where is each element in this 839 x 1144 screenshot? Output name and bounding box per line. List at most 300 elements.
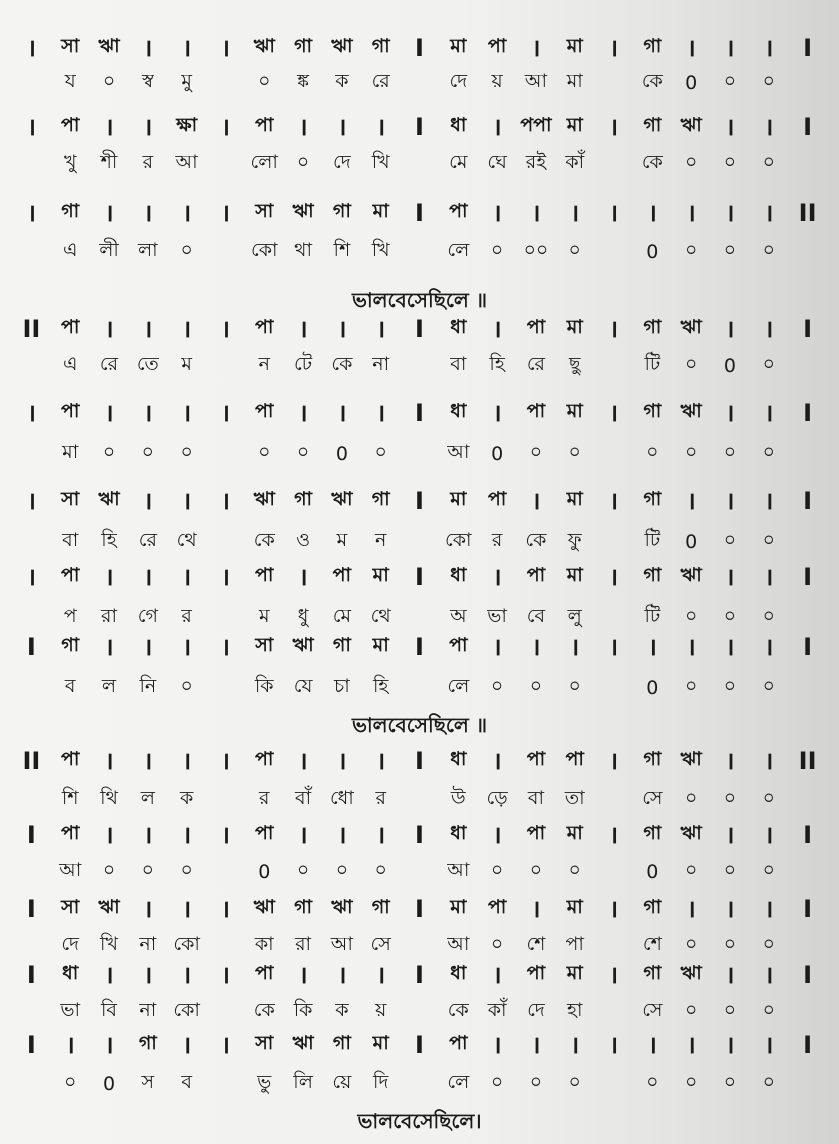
bar-separator: । xyxy=(725,633,735,661)
lyric-cell: শে xyxy=(642,933,662,955)
bar-separator: I xyxy=(415,398,424,427)
bar-separator: । xyxy=(26,399,36,427)
bar-separator: । xyxy=(608,747,619,775)
bar-separator: । xyxy=(220,315,230,343)
lyric-cell: ০ xyxy=(762,933,775,955)
lyric-cell: ০ xyxy=(684,605,698,627)
lyrics-line xyxy=(12,672,827,702)
note-cell: পা xyxy=(449,1031,468,1054)
note-cell: পা xyxy=(526,961,546,984)
note-cell: গা xyxy=(294,487,313,510)
lyric-cell: বা xyxy=(450,353,467,375)
note-cell: গা xyxy=(332,633,351,656)
lyric-cell: ০ xyxy=(568,239,581,261)
lyric-cell: ভা xyxy=(60,999,81,1021)
note-cell: ঋা xyxy=(680,399,702,422)
notes-line xyxy=(12,818,827,848)
bar-separator: । xyxy=(65,1031,75,1059)
note-cell: পা xyxy=(526,315,546,338)
lyric-cell: ০ xyxy=(723,933,737,955)
notes-line xyxy=(12,958,827,988)
lyric-cell: হি xyxy=(489,353,505,375)
lyric-cell: আ xyxy=(447,859,470,881)
lyric-cell: মা xyxy=(566,70,583,92)
bar-separator: । xyxy=(26,113,36,141)
lyric-cell: ০ xyxy=(64,1071,77,1093)
lyric-cell: ০ xyxy=(723,441,737,463)
bar-separator: । xyxy=(686,633,696,661)
lyric-cell: ০ xyxy=(102,70,116,92)
bar-separator: । xyxy=(492,563,502,591)
lyric-cell: ০ xyxy=(723,529,737,551)
bar-separator: । xyxy=(725,487,735,515)
bar-separator: । xyxy=(143,487,153,515)
note-cell: গা xyxy=(643,399,662,422)
note-cell: মা xyxy=(450,34,467,57)
bar-separator: । xyxy=(725,113,735,141)
lyric-cell: ছু xyxy=(568,353,581,375)
note-cell: পা xyxy=(255,113,274,136)
bar-separator: । xyxy=(220,633,230,661)
bar-separator: । xyxy=(725,563,735,591)
bar-separator: । xyxy=(764,315,774,343)
lyric-cell: না xyxy=(139,933,157,955)
lyric-cell: ০ xyxy=(490,933,504,955)
lyrics-line xyxy=(12,67,827,97)
bar-separator: । xyxy=(220,199,230,227)
bar-separator: । xyxy=(182,821,192,849)
bar-separator: II xyxy=(22,314,41,343)
lyric-cell: কো xyxy=(173,933,200,955)
bar-separator: । xyxy=(220,34,230,62)
lyric-cell: আ xyxy=(330,933,353,955)
bar-separator: । xyxy=(182,747,192,775)
note-cell: ঋা xyxy=(680,961,702,984)
lyric-cell: তে xyxy=(136,353,159,375)
bar-separator: I xyxy=(415,112,424,141)
bar-separator: । xyxy=(764,747,774,775)
bar-separator: । xyxy=(26,34,36,62)
lyric-cell: সে xyxy=(370,933,391,955)
bar-separator: । xyxy=(143,563,153,591)
note-cell: ঋা xyxy=(680,315,702,338)
lyric-cell: আ xyxy=(59,859,82,881)
lyric-cell: ০ xyxy=(141,441,154,463)
lyric-cell: ০ xyxy=(296,441,310,463)
note-cell: মা xyxy=(450,487,467,510)
bar-separator: । xyxy=(182,895,192,923)
bar-separator: । xyxy=(764,961,774,989)
lyric-cell: দে xyxy=(527,999,545,1021)
bar-separator: । xyxy=(220,895,230,923)
bar-separator: । xyxy=(764,1031,774,1059)
bar-separator: । xyxy=(26,563,36,591)
lyric-cell: বা xyxy=(62,529,79,551)
lyric-cell: রা xyxy=(101,605,117,627)
lyric-cell: শে xyxy=(526,933,546,955)
lyric-cell: ঘে xyxy=(487,151,507,173)
bar-separator: । xyxy=(764,895,774,923)
bar-separator: । xyxy=(298,961,308,989)
lyric-cell: ০ xyxy=(762,239,775,261)
lyric-cell: থে xyxy=(176,529,197,551)
lyric-cell: শি xyxy=(61,787,79,809)
lyric-cell: এ xyxy=(62,353,78,375)
lyric-cell: ০ xyxy=(684,933,698,955)
lyric-cell: না xyxy=(372,353,390,375)
lyric-cell: ০ xyxy=(335,859,349,881)
bar-separator: II xyxy=(22,746,41,775)
bar-separator: । xyxy=(104,633,114,661)
note-cell: ঋা xyxy=(292,633,314,656)
note-cell: ঋা xyxy=(253,487,275,510)
lyric-cell: ০ xyxy=(723,675,737,697)
lyric-cell: র xyxy=(259,787,270,809)
lyric-cell: রে xyxy=(371,70,390,92)
lyric-cell: খি xyxy=(371,239,390,261)
bar-separator: । xyxy=(764,487,774,515)
bar-separator: I xyxy=(415,960,424,989)
lyric-cell: র xyxy=(181,605,192,627)
bar-separator: । xyxy=(182,1031,192,1059)
lyric-cell: 0 xyxy=(335,443,348,465)
bar-separator: । xyxy=(764,113,774,141)
lyric-cell: ০ xyxy=(529,859,543,881)
bar-separator: । xyxy=(686,895,696,923)
bar-separator: I xyxy=(415,562,424,591)
lyric-cell: ব xyxy=(181,1071,192,1093)
lyric-cell: লি xyxy=(293,1071,313,1093)
bar-separator: I xyxy=(26,960,36,989)
lyric-cell: ক xyxy=(335,999,349,1021)
bar-separator: । xyxy=(220,487,230,515)
lyric-cell: লে xyxy=(447,1071,470,1093)
lyric-cell: 0 xyxy=(685,531,698,553)
lyric-cell: ০ xyxy=(762,999,775,1021)
lyric-cell: ০ xyxy=(180,441,193,463)
bar-separator: I xyxy=(803,894,813,923)
lyric-cell: ০ xyxy=(102,441,116,463)
notes-line xyxy=(12,744,827,774)
lyric-cell: মে xyxy=(449,151,468,173)
lyric-cell: ০ xyxy=(762,675,775,697)
bar-separator: I xyxy=(415,198,424,227)
lyric-cell: ০ xyxy=(568,859,581,881)
lyric-cell: ০ xyxy=(490,859,504,881)
note-cell: ঋা xyxy=(292,1031,314,1054)
lyric-cell: ০ xyxy=(723,859,737,881)
bar-separator: । xyxy=(570,633,580,661)
lyric-cell: পা xyxy=(565,933,584,955)
lyric-cell: য়ে xyxy=(332,1071,352,1093)
notes-line xyxy=(12,630,827,660)
bar-separator: I xyxy=(415,1030,424,1059)
note-cell: পা xyxy=(60,315,80,338)
bar-separator: I xyxy=(26,1030,36,1059)
lyric-cell: লা xyxy=(137,239,158,261)
lyric-cell: বি xyxy=(101,999,118,1021)
bar-separator: । xyxy=(104,199,114,227)
lyric-cell: ০ xyxy=(684,675,698,697)
bar-separator: । xyxy=(298,747,308,775)
lyric-cell: ঙ্ক xyxy=(297,70,309,92)
lyric-cell: লে xyxy=(447,675,470,697)
lyric-cell: ০ xyxy=(762,151,775,173)
bar-separator: । xyxy=(26,199,36,227)
note-cell: ঋা xyxy=(253,34,275,57)
lyric-cell: কো xyxy=(250,239,278,261)
bar-separator: I xyxy=(803,960,813,989)
bar-separator: । xyxy=(608,1031,619,1059)
note-cell: ধা xyxy=(450,113,467,136)
refrain-label: ভালবেসেছিলে ॥ xyxy=(351,288,488,312)
bar-separator: । xyxy=(376,113,386,141)
lyric-cell: ০ xyxy=(568,675,581,697)
bar-separator: । xyxy=(143,315,153,343)
lyric-cell: প xyxy=(63,605,77,627)
lyrics-line xyxy=(12,784,827,814)
bar-separator: । xyxy=(608,399,619,427)
note-cell: পা xyxy=(255,563,274,586)
lyric-cell: ০ xyxy=(684,787,698,809)
lyric-cell: কি xyxy=(254,675,274,697)
bar-separator: । xyxy=(725,961,735,989)
bar-separator: । xyxy=(143,747,153,775)
lyric-cell: রে xyxy=(526,353,545,375)
lyric-cell: মা xyxy=(62,441,79,463)
lyric-cell: ফু xyxy=(567,529,582,551)
note-cell: পা xyxy=(60,747,80,770)
lyric-cell: এ xyxy=(62,239,78,261)
bar-separator: । xyxy=(298,399,308,427)
bar-separator: । xyxy=(298,821,308,849)
note-cell: পপা xyxy=(520,113,552,136)
lyric-cell: দে xyxy=(61,933,80,955)
bar-separator: । xyxy=(143,113,153,141)
lyric-cell: অ xyxy=(450,605,467,627)
bar-separator: । xyxy=(298,563,308,591)
note-cell: ধা xyxy=(450,821,467,844)
bar-separator: । xyxy=(570,1031,580,1059)
bar-separator: । xyxy=(492,199,502,227)
note-cell: সা xyxy=(61,34,80,57)
lyric-cell: ০ xyxy=(684,1071,698,1093)
lyric-cell: ন xyxy=(375,529,387,551)
lyric-cell: ০ xyxy=(180,675,193,697)
lyric-cell: সে xyxy=(642,999,663,1021)
bar-separator: । xyxy=(608,961,619,989)
lyric-cell: ০ xyxy=(723,1071,737,1093)
lyric-cell: ০ xyxy=(296,859,310,881)
lyric-cell: ০ xyxy=(374,441,387,463)
bar-separator: । xyxy=(182,34,192,62)
lyric-cell: ০ xyxy=(374,859,387,881)
note-cell: গা xyxy=(332,1031,351,1054)
note-cell: গা xyxy=(61,633,80,656)
bar-separator: । xyxy=(182,487,192,515)
bar-separator: I xyxy=(803,112,813,141)
lyric-cell: ০ xyxy=(258,70,271,92)
lyric-cell: ধো xyxy=(329,787,354,809)
lyric-cell: ০ xyxy=(180,239,193,261)
note-cell: সা xyxy=(255,1031,274,1054)
lyric-cell: টি xyxy=(644,529,661,551)
bar-separator: । xyxy=(570,199,580,227)
notes-line xyxy=(12,312,827,342)
lyric-cell: ০ xyxy=(568,441,581,463)
bar-separator: । xyxy=(531,487,541,515)
note-cell: ধা xyxy=(450,961,467,984)
bar-separator: । xyxy=(492,821,502,849)
lyric-cell: ০ xyxy=(684,151,698,173)
note-cell: পা xyxy=(255,821,274,844)
note-cell: পা xyxy=(255,961,274,984)
lyrics-line xyxy=(12,856,827,886)
lyric-cell: কাঁ xyxy=(565,151,585,173)
bar-separator: । xyxy=(608,113,619,141)
lyric-cell: ০০ xyxy=(523,239,549,261)
lyric-cell: রে xyxy=(138,529,157,551)
note-cell: গা xyxy=(643,34,662,57)
lyric-cell: 0 xyxy=(491,443,504,465)
bar-separator: । xyxy=(647,1031,657,1059)
lyric-cell: র xyxy=(491,529,503,551)
lyric-cell: র xyxy=(142,151,154,173)
bar-separator: I xyxy=(415,486,424,515)
lyric-cell: আ xyxy=(447,441,470,463)
lyric-cell: মে xyxy=(332,605,351,627)
lyric-cell: দি xyxy=(372,1071,389,1093)
lyric-cell: লী xyxy=(99,239,119,261)
lyric-cell: য় xyxy=(375,999,387,1021)
note-cell: ঋা xyxy=(253,895,275,918)
note-cell: ধা xyxy=(450,399,467,422)
lyric-cell: 0 xyxy=(723,355,737,377)
bar-separator: । xyxy=(220,821,230,849)
lyric-cell: লু xyxy=(567,605,582,627)
note-cell: মা xyxy=(566,34,583,57)
note-cell: পা xyxy=(487,487,507,510)
bar-separator: । xyxy=(104,1031,114,1059)
bar-separator: । xyxy=(492,315,502,343)
bar-separator: । xyxy=(725,199,735,227)
bar-separator: । xyxy=(531,895,541,923)
note-cell: গা xyxy=(643,895,662,918)
bar-separator: I xyxy=(803,486,813,515)
lyric-cell: 0 xyxy=(685,72,698,94)
bar-separator: । xyxy=(337,821,347,849)
notes-line xyxy=(12,396,827,426)
lyrics-line xyxy=(12,930,827,960)
refrain-label: ভালবেসেছিলে ॥ xyxy=(351,713,488,737)
note-cell: গা xyxy=(643,961,662,984)
note-cell: ধা xyxy=(450,747,467,770)
lyric-cell: দে xyxy=(449,70,468,92)
lyric-cell: ০ xyxy=(723,70,737,92)
lyric-cell: 0 xyxy=(646,861,659,883)
lyric-cell: ০ xyxy=(684,353,698,375)
bar-separator: I xyxy=(415,314,424,343)
note-cell: পা xyxy=(449,633,468,656)
bar-separator: । xyxy=(143,34,153,62)
note-cell: গা xyxy=(643,821,662,844)
note-cell: গা xyxy=(643,563,662,586)
lyric-cell: দে xyxy=(333,151,351,173)
note-cell: গা xyxy=(643,747,662,770)
bar-separator: । xyxy=(376,821,386,849)
bar-separator: । xyxy=(725,747,735,775)
bar-separator: । xyxy=(143,199,153,227)
bar-separator: । xyxy=(337,747,347,775)
lyric-cell: স্ব xyxy=(142,70,154,92)
bar-separator: । xyxy=(143,633,153,661)
lyric-cell: কে xyxy=(641,70,663,92)
lyrics-line xyxy=(12,1068,827,1098)
lyric-cell: ন xyxy=(258,353,270,375)
lyric-cell: ০ xyxy=(646,1071,659,1093)
lyric-cell: টে xyxy=(294,353,313,375)
lyric-cell: ০ xyxy=(490,1071,504,1093)
note-cell: ঋা xyxy=(98,34,120,57)
lyrics-line xyxy=(12,148,827,178)
lyric-cell: ম xyxy=(181,353,192,375)
lyric-cell: শি xyxy=(333,239,351,261)
lyric-cell: ভা xyxy=(487,605,507,627)
lyrics-line xyxy=(12,350,827,380)
lyric-cell: 0 xyxy=(102,1073,116,1095)
bar-separator: । xyxy=(492,1031,502,1059)
lyric-cell: ম xyxy=(258,605,270,627)
lyric-cell: ০ xyxy=(490,675,504,697)
bar-separator: । xyxy=(182,961,192,989)
bar-separator: । xyxy=(376,961,386,989)
note-cell: পা xyxy=(526,563,546,586)
bar-separator: I xyxy=(803,820,813,849)
note-cell: ঋা xyxy=(680,563,702,586)
lyric-cell: আ xyxy=(175,151,198,173)
note-cell: মা xyxy=(372,633,389,656)
bar-separator: । xyxy=(220,747,230,775)
note-cell: পা xyxy=(565,747,584,770)
lyric-cell: গে xyxy=(137,605,158,627)
lyric-cell: কে xyxy=(447,999,469,1021)
bar-separator: । xyxy=(608,315,619,343)
note-cell: মা xyxy=(450,895,467,918)
bar-separator: । xyxy=(143,399,153,427)
lyric-cell: তা xyxy=(564,787,585,809)
notes-line xyxy=(12,560,827,590)
note-cell: ঋা xyxy=(680,821,702,844)
bar-separator: । xyxy=(647,633,657,661)
lyric-cell: ০ xyxy=(762,859,775,881)
lyrics-line xyxy=(12,438,827,468)
lyric-cell: থা xyxy=(294,239,312,261)
bar-separator: । xyxy=(608,895,619,923)
note-cell: মা xyxy=(566,961,583,984)
bar-separator: । xyxy=(725,1031,735,1059)
lyric-cell: কে xyxy=(331,353,353,375)
bar-separator: । xyxy=(104,399,114,427)
bar-separator: । xyxy=(376,399,386,427)
bar-separator: । xyxy=(337,315,347,343)
lyric-cell: চা xyxy=(333,675,350,697)
lyric-cell: রই xyxy=(525,151,547,173)
bar-separator: । xyxy=(531,34,541,62)
lyric-cell: য xyxy=(64,70,76,92)
bar-separator: । xyxy=(182,199,192,227)
lyric-cell: ০ xyxy=(646,441,659,463)
lyric-cell: ক xyxy=(335,70,349,92)
